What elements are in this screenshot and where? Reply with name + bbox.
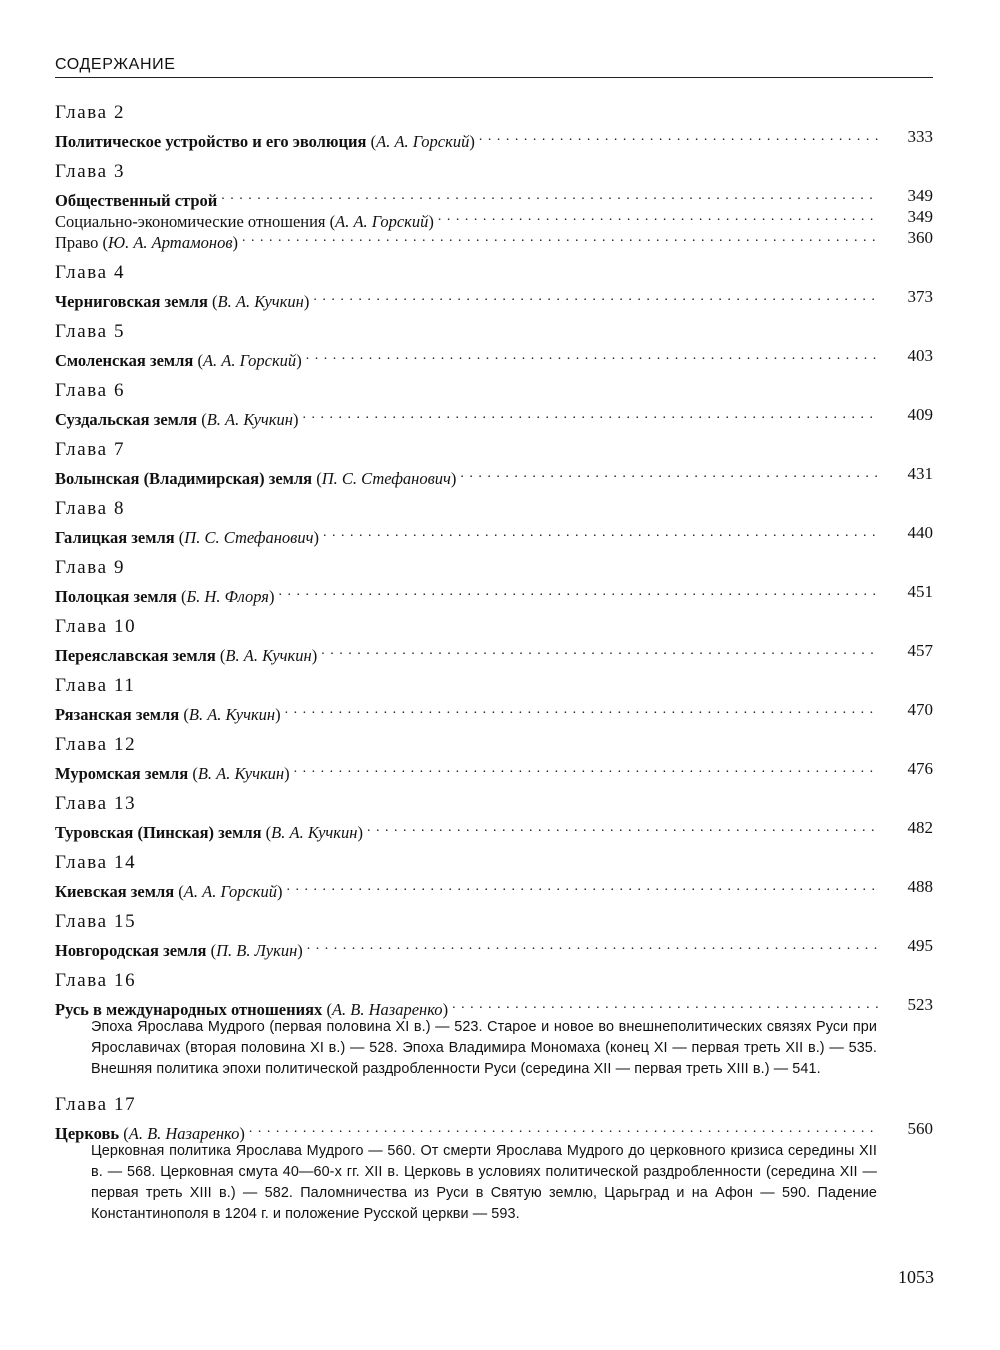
entry-heading: Суздальская земля: [55, 410, 198, 429]
dot-leader: [438, 206, 879, 227]
chapter-block: [55, 850, 933, 901]
dot-leader: [302, 404, 879, 425]
entry-page-number: 482: [907, 818, 933, 837]
chapter-label: Глава 17: [55, 1094, 137, 1115]
dot-leader: [323, 522, 879, 543]
chapter-label: Глава 16: [55, 970, 137, 991]
chapter-label: Глава 14: [55, 852, 137, 873]
entry-author: П. В. Лукин: [216, 941, 298, 960]
entry-heading: Черниговская земля: [55, 292, 208, 311]
entry-page-number: 373: [907, 287, 933, 306]
entry-prefix: (: [207, 292, 218, 311]
entry-page-number: 457: [907, 641, 933, 660]
toc-entry[interactable]: [55, 758, 933, 783]
entry-prefix: (: [179, 705, 189, 724]
entry-suffix: ): [296, 351, 302, 370]
entry-page-number: 360: [907, 228, 933, 247]
toc-entry[interactable]: [55, 522, 933, 547]
entry-suffix: ): [303, 292, 310, 311]
entry-title: [55, 704, 281, 725]
chapter-block: [55, 968, 933, 1080]
entry-page-number: 451: [907, 582, 933, 601]
entry-prefix: (: [188, 764, 198, 783]
dot-leader: [321, 640, 879, 661]
chapter-label: Глава 6: [55, 380, 126, 401]
chapter-label: Глава 4: [55, 262, 126, 283]
entry-title: [55, 232, 238, 253]
entry-suffix: ): [275, 705, 281, 724]
entry-title: [55, 527, 319, 548]
chapter-block: [55, 673, 933, 724]
chapter-block: [55, 319, 933, 370]
dot-leader: [479, 126, 879, 147]
toc-entry[interactable]: [55, 581, 933, 606]
toc-entry[interactable]: [55, 206, 933, 231]
entry-heading: Новгородская земля: [55, 941, 207, 960]
entry-heading: Русь в международных отношениях: [55, 1000, 323, 1019]
chapter-block: [55, 260, 933, 311]
entry-heading: Политическое устройство и его эволюция: [55, 132, 367, 151]
chapter-block: [55, 614, 933, 665]
dot-leader: [221, 185, 879, 206]
dot-leader: [285, 699, 879, 720]
entry-author: В. А. Кучкин: [271, 823, 358, 842]
entry-prefix: (: [312, 469, 322, 488]
entry-author: В. А. Кучкин: [188, 705, 276, 724]
chapter-description: Эпоха Ярослава Мудрого (первая половина XI в.) — 523. Старое и новое во внешнеполитических связях Руси при Ярославичах (вторая половина XI в.) — 528. Эпоха Владимира Мономаха (конец XI — первая треть XII в.) — 535. Внешняя политика эпохи политической раздробленности Руси (середина XII — первая треть XIII в.) — 541.: [91, 1019, 877, 1077]
entry-author: П. С. Стефанович: [321, 469, 451, 488]
chapter-label: Глава 13: [55, 793, 137, 814]
entry-title: [55, 1123, 245, 1144]
entry-author: В. А. Кучкин: [225, 646, 312, 665]
entry-suffix: ): [442, 1000, 449, 1019]
entry-prefix: (: [322, 1000, 332, 1019]
entry-prefix: (: [215, 646, 226, 665]
running-head: СОДЕРЖАНИЕ: [55, 56, 176, 73]
entry-title: [55, 999, 448, 1020]
entry-title: [55, 881, 283, 902]
toc-entry[interactable]: [55, 817, 933, 842]
entry-title: [55, 586, 274, 607]
entry-author: В. А. Кучкин: [206, 410, 293, 429]
entry-page-number: 409: [907, 405, 933, 424]
entry-heading: Рязанская земля: [55, 705, 180, 724]
dot-leader: [460, 463, 879, 484]
entry-heading: Муромская земля: [55, 764, 189, 783]
toc-entry[interactable]: [55, 876, 933, 901]
entry-page-number: 333: [907, 127, 933, 146]
chapter-block: [55, 555, 933, 606]
dot-leader: [287, 876, 879, 897]
entry-page-number: 523: [907, 995, 933, 1014]
chapter-block: [55, 378, 933, 429]
chapter-block: [55, 496, 933, 547]
entry-title: [55, 468, 456, 489]
chapter-label: Глава 11: [55, 675, 136, 696]
dot-leader: [307, 935, 879, 956]
entry-prefix: (: [174, 882, 184, 901]
entry-author: В. А. Кучкин: [197, 764, 285, 783]
entry-prefix: (: [176, 587, 187, 606]
dot-leader: [452, 994, 879, 1015]
chapter-label: Глава 5: [55, 321, 126, 342]
entry-prefix: Право (: [55, 233, 109, 252]
chapter-label: Глава 9: [55, 557, 126, 578]
entry-author: А. В. Назаренко: [331, 1000, 443, 1019]
entry-author: А. А. Горский: [202, 351, 297, 370]
chapter-label: Глава 15: [55, 911, 137, 932]
entry-page-number: 488: [907, 877, 933, 896]
entry-suffix: ): [232, 233, 239, 252]
entry-page-number: 440: [907, 523, 933, 542]
dot-leader: [313, 286, 879, 307]
entry-author: П. С. Стефанович: [184, 528, 314, 547]
toc-entry[interactable]: [55, 935, 933, 960]
entry-prefix: (: [261, 823, 272, 842]
entry-author: А. В. Назаренко: [128, 1124, 240, 1143]
entry-page-number: 431: [907, 464, 933, 483]
entry-suffix: ): [311, 646, 318, 665]
header-rule: [55, 77, 933, 78]
entry-suffix: ): [313, 528, 319, 547]
entry-heading: Переяславская земля: [55, 646, 216, 665]
chapter-label: Глава 7: [55, 439, 126, 460]
entry-prefix: (: [366, 132, 377, 151]
entry-author: В. А. Кучкин: [217, 292, 304, 311]
entry-prefix: (: [174, 528, 185, 547]
entry-page-number: 470: [907, 700, 933, 719]
chapter-description: Церковная политика Ярослава Мудрого — 560. От смерти Ярослава Мудрого до церковного кризиса середины XII в. — 568. Церковная смута 40—60-х гг. XII в. Церковь в условиях политической раздробленности (середина XII — первая треть XIII в.) — 582. Паломничества из Руси в Святую землю, Царьград и на Афон — 590. Падение Константинополя в 1204 г. и положение Русской церкви — 593.: [91, 1143, 877, 1222]
chapter-label: Глава 12: [55, 734, 137, 755]
toc-entry[interactable]: [55, 185, 933, 210]
page-number: 1053: [898, 1267, 934, 1287]
entry-heading: Киевская земля: [55, 882, 175, 901]
entry-heading: Туровская (Пинская) земля: [55, 823, 262, 842]
chapter-block: [55, 437, 933, 488]
toc-entry[interactable]: [55, 994, 933, 1019]
entry-author: Ю. А. Артамонов: [108, 233, 233, 252]
chapter-block: [55, 732, 933, 783]
toc-entry[interactable]: [55, 640, 933, 665]
entry-suffix: ): [268, 587, 275, 606]
entry-heading: Полоцкая земля: [55, 587, 177, 606]
chapter-block: [55, 1092, 933, 1225]
dot-leader: [242, 227, 879, 248]
entry-page-number: 476: [907, 759, 933, 778]
entry-suffix: ): [239, 1124, 245, 1143]
dot-leader: [294, 758, 879, 779]
entry-title: [55, 940, 303, 961]
toc-entry[interactable]: [55, 463, 933, 488]
dot-leader: [278, 581, 879, 602]
dot-leader: [367, 817, 879, 838]
entry-suffix: ): [357, 823, 363, 842]
chapter-block: [55, 159, 933, 252]
toc-entry[interactable]: [55, 126, 933, 151]
entry-suffix: ): [450, 469, 457, 488]
entry-title: [55, 409, 298, 430]
entry-title: [55, 763, 290, 784]
toc-entry[interactable]: [55, 345, 933, 370]
entry-page-number: 560: [907, 1119, 933, 1138]
entry-suffix: ): [428, 212, 434, 231]
entry-heading: Смоленская земля: [55, 351, 194, 370]
chapter-block: [55, 791, 933, 842]
entry-author: А. А. Горский: [376, 132, 470, 151]
chapter-block: [55, 909, 933, 960]
chapter-label: Глава 2: [55, 102, 126, 123]
entry-suffix: ): [469, 132, 475, 151]
table-of-contents: [55, 100, 933, 1237]
entry-author: А. А. Горский: [335, 212, 429, 231]
entry-title: [55, 645, 317, 666]
entry-heading: Волынская (Владимирская) земля: [55, 469, 313, 488]
entry-title: [55, 822, 363, 843]
chapter-block: [55, 100, 933, 151]
entry-prefix: (: [193, 351, 203, 370]
entry-prefix: (: [206, 941, 217, 960]
dot-leader: [306, 345, 879, 366]
toc-entry[interactable]: [55, 1118, 933, 1143]
toc-entry[interactable]: [55, 286, 933, 311]
chapter-label: Глава 10: [55, 616, 137, 637]
chapter-label: Глава 3: [55, 161, 126, 182]
entry-suffix: ): [277, 882, 283, 901]
entry-page-number: 349: [907, 186, 933, 205]
entry-author: А. А. Горский: [183, 882, 278, 901]
entry-author: Б. Н. Флоря: [186, 587, 269, 606]
toc-entry[interactable]: [55, 699, 933, 724]
entry-page-number: 403: [907, 346, 933, 365]
entry-title: [55, 291, 309, 312]
toc-entry[interactable]: [55, 404, 933, 429]
entry-prefix: Социально-экономические отношения (: [55, 212, 336, 231]
entry-suffix: ): [284, 764, 290, 783]
entry-page-number: 495: [907, 936, 933, 955]
entry-heading: Общественный строй: [55, 191, 218, 210]
entry-suffix: ): [292, 410, 299, 429]
entry-heading: Галицкая земля: [55, 528, 175, 547]
entry-prefix: (: [197, 410, 207, 429]
entry-page-number: 349: [907, 207, 933, 226]
chapter-label: Глава 8: [55, 498, 126, 519]
entry-heading: Церковь: [55, 1124, 120, 1143]
dot-leader: [249, 1118, 879, 1139]
toc-entry[interactable]: [55, 227, 933, 252]
entry-title: [55, 131, 475, 152]
entry-title: [55, 350, 302, 371]
entry-suffix: ): [297, 941, 303, 960]
entry-prefix: (: [119, 1124, 129, 1143]
